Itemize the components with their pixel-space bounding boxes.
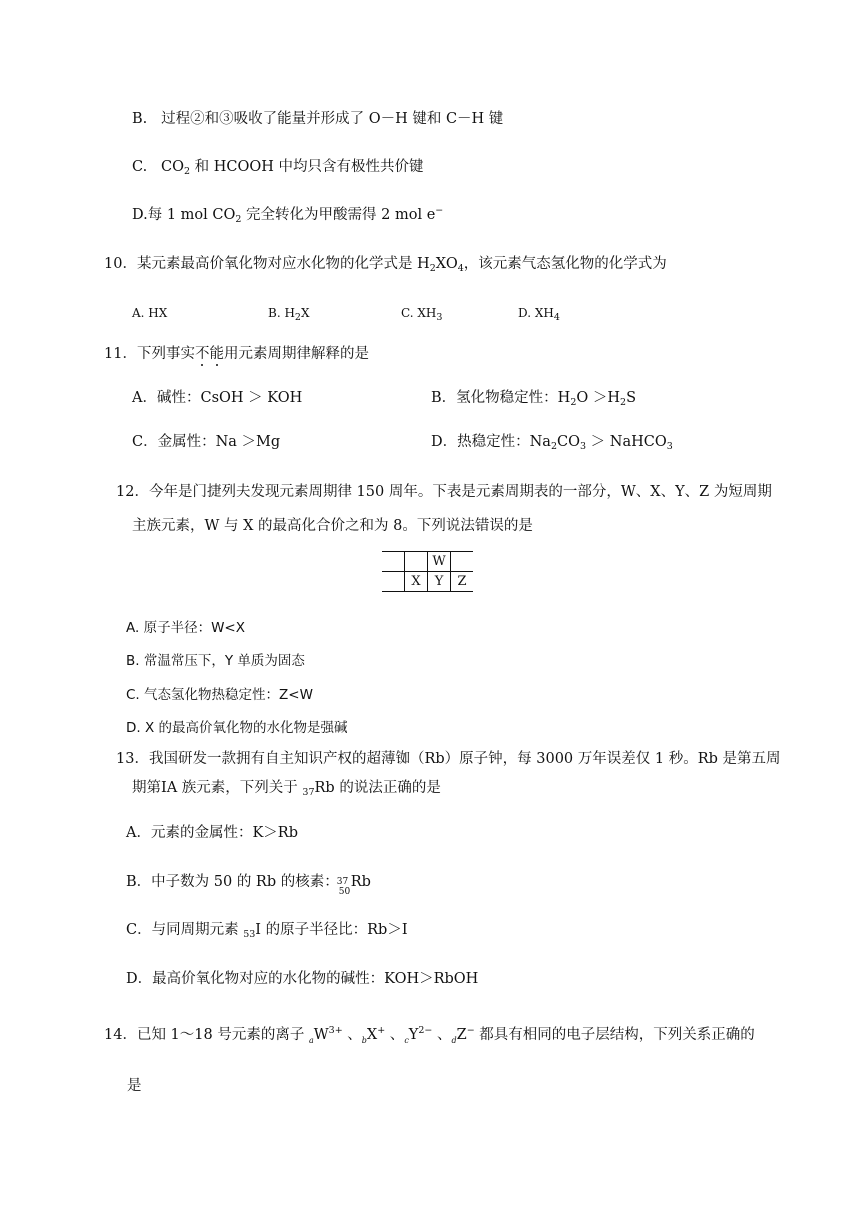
q10-option-d: D. $XH_4$ [518, 306, 560, 323]
table-cell [405, 552, 428, 572]
table-cell [451, 552, 474, 572]
q11-option-d: D．热稳定性：$Na_2CO_3$ ＞ NaHCO$_3$ [431, 434, 673, 452]
table-row [382, 572, 473, 592]
q12-option-d: D. X 的最高价氧化物的水化物是强碱 [126, 720, 348, 736]
q12-option-b: B. 常温常压下，Y 单质为固态 [126, 653, 305, 669]
emphasis-not: 不 [194, 346, 210, 362]
option-text: 过程②和③吸收了能量并形成了 O－H 键和 C－H 键 [161, 111, 504, 127]
q9-option-d: D.每 1 mol $CO_2$ 完全转化为甲酸需得 2 mol e− [132, 205, 444, 225]
q12-option-a: A. 原子半径：W<X [126, 620, 245, 636]
q11-option-b: B．氢化物稳定性：$H_2O >H_2S$ [431, 390, 636, 408]
table-cell: Z [451, 572, 474, 592]
q13-option-b: B．中子数为 50 的 Rb 的核素： 37 50 Rb [126, 872, 371, 892]
table-cell: Y [428, 572, 451, 592]
q12-stem-line2: 主族元素，W 与 X 的最高化合价之和为 8。下列说法错误的是 [132, 518, 533, 534]
q10-stem: 10．某元素最高价氧化物对应水化物的化学式是 $H_2XO_4$，该元素气态氢化物的化学式为 [104, 256, 667, 274]
table-cell [382, 552, 405, 572]
q13-stem-line1: 13．我国研发一款拥有自主知识产权的超薄铷（Rb）原子钟，每 3000 万年误差仅 1 秒。Rb 是第五周 [116, 751, 781, 767]
q10-option-b: B. $H_2X$ [268, 306, 310, 323]
table-row [382, 552, 473, 572]
q9-option-b [132, 109, 503, 129]
option-label: B. [132, 111, 148, 127]
q11-option-a: A．碱性：CsOH ＞ KOH [132, 390, 303, 406]
q13-option-d: D．最高价氧化物对应的水化物的碱性：KOH＞RbOH [126, 971, 479, 987]
nuclide-top-number: 37 [336, 877, 349, 887]
q10-option-c: C. $XH_3$ [401, 306, 443, 323]
q12-stem-line1: 12．今年是门捷列夫发现元素周期律 150 周年。下表是元素周期表的一部分，W、X、Y、Z 为短周期 [116, 484, 772, 500]
periodic-table-fragment [382, 551, 473, 592]
table-cell: W [428, 552, 451, 572]
q9-option-c: C. $CO_2$ 和 HCOOH 中均只含有极性共价键 [132, 159, 424, 177]
q11-option-c: C．金属性：Na ＞Mg [132, 434, 281, 450]
q13-stem-line2: 期第ⅠA 族元素，下列关于 $_{37}$Rb 的说法正确的是 [132, 780, 441, 798]
q14-stem-line2: 是 [127, 1078, 142, 1094]
option-label: D. [132, 207, 148, 223]
nuclide-mass-number: 50 [338, 887, 351, 897]
q14-stem-line1: 14．已知 1～18 号元素的离子 $_aW^{3+}$ 、$_b$X+ 、$_cY^{2-}$ 、$_d$Z− 都具有相同的电子层结构，下列关系正确的 [104, 1025, 755, 1045]
q11-stem: 11．下列事实不能用元素周期律解释的是 [104, 346, 369, 362]
emphasis-can: 能 [209, 346, 224, 362]
table-cell: X [405, 572, 428, 592]
option-label: C. [132, 159, 148, 175]
q10-option-a: A. HX [132, 306, 168, 320]
q13-option-c: C．与同周期元素 $_{53}$I 的原子半径比：Rb＞I [126, 922, 408, 940]
q12-option-c: C. 气态氢化物热稳定性：Z<W [126, 687, 313, 703]
table-cell [382, 572, 405, 592]
q13-option-a: A．元素的金属性：K＞Rb [126, 825, 299, 841]
